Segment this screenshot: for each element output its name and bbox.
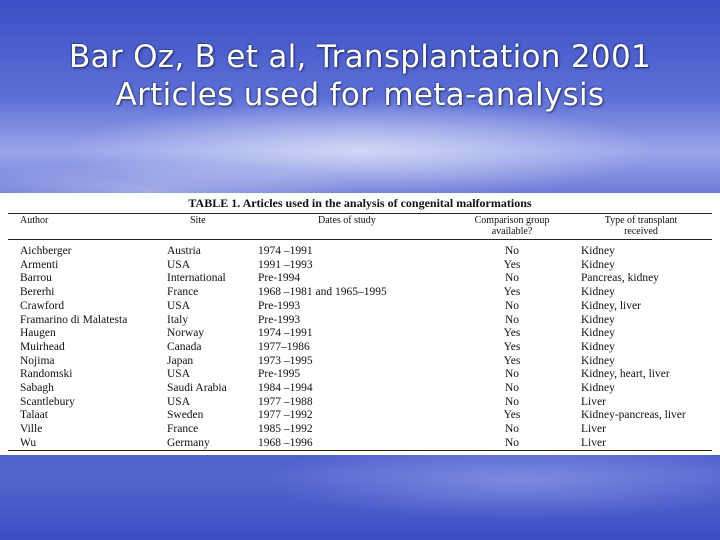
cell-transplant-type: Kidney, liver	[581, 299, 641, 312]
slide-title-line1: Bar Oz, B et al, Transplantation 2001	[69, 39, 651, 75]
cell-author: Bererhi	[20, 286, 55, 299]
cell-site: Norway	[167, 327, 205, 340]
cell-comparison: Yes	[503, 340, 521, 353]
cell-site: USA	[167, 395, 191, 408]
table-row	[0, 286, 720, 300]
cell-dates: 1985 –1992	[258, 423, 313, 436]
cell-author: Randomski	[20, 368, 73, 381]
cell-transplant-type: Pancreas, kidney	[581, 272, 659, 285]
cell-site: USA	[167, 368, 191, 381]
cell-dates: 1974 –1991	[258, 327, 313, 340]
header-comparison	[462, 215, 562, 237]
cell-author: Crawford	[20, 299, 65, 312]
table-row	[0, 382, 720, 396]
cell-site: France	[167, 286, 199, 299]
table-row	[0, 300, 720, 314]
cell-dates: 1974 –1991	[258, 245, 313, 257]
table-row	[0, 341, 720, 355]
cell-transplant-type: Kidney	[581, 245, 615, 257]
header-dates: Dates of study	[318, 215, 376, 226]
cell-transplant-type: Kidney-pancreas, liver	[581, 409, 686, 422]
cell-author: Ville	[20, 423, 43, 436]
header-type-line1: Type of transplant	[604, 215, 678, 226]
cell-dates: 1984 –1994	[258, 382, 313, 394]
header-comparison-line1: Comparison group	[474, 215, 550, 226]
table-row	[0, 327, 720, 341]
cell-transplant-type: Liver	[581, 423, 606, 436]
cell-transplant-type: Kidney	[581, 327, 615, 340]
table-image	[0, 193, 720, 455]
table-row	[0, 259, 720, 273]
table-row	[0, 423, 720, 437]
cell-dates: 1991 –1993	[258, 258, 313, 271]
cell-site: Canada	[167, 340, 202, 353]
cell-dates: 1968 –1981 and 1965–1995	[258, 286, 387, 299]
table-caption-prefix: TABLE 1.	[188, 196, 241, 210]
table-row	[0, 355, 720, 369]
cell-comparison: Yes	[503, 354, 521, 367]
table-caption	[0, 196, 720, 211]
cell-dates: 1973 –1995	[258, 354, 313, 367]
cell-transplant-type: Kidney	[581, 313, 615, 326]
cell-comparison: No	[504, 382, 520, 394]
table-row	[0, 368, 720, 382]
cell-author: Barrou	[20, 272, 52, 285]
cell-author: Nojima	[20, 354, 55, 367]
cell-author: Scantlebury	[20, 395, 75, 408]
header-comparison-line2: available?	[491, 226, 533, 237]
cell-site: USA	[167, 258, 191, 271]
cell-comparison: Yes	[503, 286, 521, 299]
table-caption-text: Articles used in the analysis of congenital malformations	[242, 196, 532, 210]
cell-site: Saudi Arabia	[167, 382, 227, 394]
cell-comparison: No	[504, 245, 520, 257]
cell-site: France	[167, 423, 199, 436]
table-bottom-rule	[8, 450, 712, 451]
cell-site: USA	[167, 299, 191, 312]
cell-dates: 1977 –1992	[258, 409, 313, 422]
cell-site: Italy	[167, 313, 189, 326]
cell-dates: 1968 –1996	[258, 436, 313, 449]
cell-transplant-type: Kidney	[581, 340, 615, 353]
cell-author: Haugen	[20, 327, 56, 340]
cell-dates: Pre-1993	[258, 313, 301, 326]
cell-transplant-type: Liver	[581, 436, 606, 449]
cell-comparison: Yes	[503, 258, 521, 271]
cell-dates: Pre-1994	[258, 272, 301, 285]
cell-site: International	[167, 272, 226, 285]
cell-transplant-type: Kidney	[581, 286, 615, 299]
cell-author: Talaat	[20, 409, 48, 422]
cell-author: Muirhead	[20, 340, 65, 353]
slide-title-line2: Articles used for meta-analysis	[115, 77, 605, 113]
header-site: Site	[190, 215, 206, 226]
cell-comparison: No	[504, 368, 520, 381]
cell-author: Framarino di Malatesta	[20, 313, 128, 326]
cell-comparison: No	[504, 423, 520, 436]
cell-site: Japan	[167, 354, 194, 367]
table-header-rule	[8, 239, 712, 240]
cell-dates: 1977–1986	[258, 340, 310, 353]
cell-author: Armenti	[20, 258, 59, 271]
header-type	[586, 215, 696, 237]
cell-transplant-type: Kidney, heart, liver	[581, 368, 670, 381]
cell-comparison: No	[504, 436, 520, 449]
cell-dates: Pre-1995	[258, 368, 301, 381]
cell-transplant-type: Liver	[581, 395, 606, 408]
cell-comparison: Yes	[503, 327, 521, 340]
cell-author: Sabagh	[20, 382, 54, 394]
cell-author: Aichberger	[20, 245, 72, 257]
header-type-line2: received	[624, 226, 658, 237]
table-top-rule	[8, 213, 712, 214]
cell-transplant-type: Kidney	[581, 354, 615, 367]
cell-site: Sweden	[167, 409, 204, 422]
cell-comparison: Yes	[503, 409, 521, 422]
table-row	[0, 437, 720, 451]
cell-transplant-type: Kidney	[581, 258, 615, 271]
table-row	[0, 409, 720, 423]
table-row	[0, 272, 720, 286]
cell-comparison: No	[504, 299, 520, 312]
cell-transplant-type: Kidney	[581, 382, 615, 394]
header-author: Author	[20, 215, 49, 226]
cell-comparison: No	[504, 272, 520, 285]
cell-comparison: No	[504, 313, 520, 326]
table-row	[0, 396, 720, 410]
table-row	[0, 314, 720, 328]
table-row	[0, 245, 720, 259]
cell-dates: 1977 –1988	[258, 395, 313, 408]
cell-comparison: No	[504, 395, 520, 408]
cell-site: Austria	[167, 245, 201, 257]
cell-author: Wu	[20, 436, 37, 449]
cell-site: Germany	[167, 436, 210, 449]
cell-dates: Pre-1993	[258, 299, 301, 312]
slide-title	[0, 38, 720, 114]
